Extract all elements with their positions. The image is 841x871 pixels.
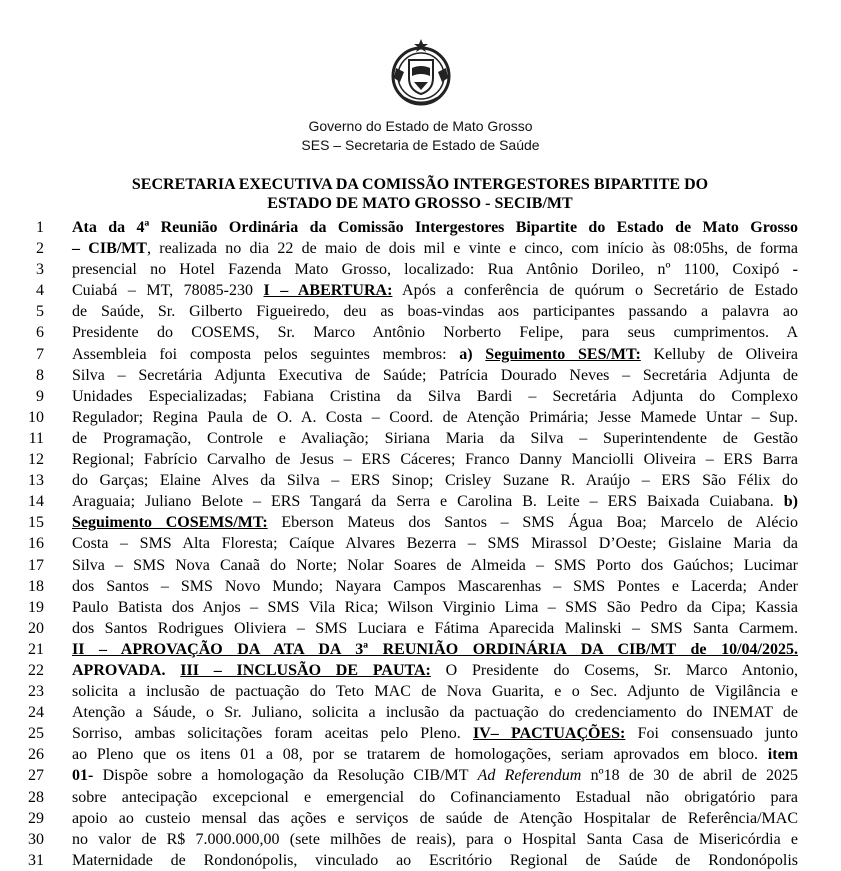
document-line (0, 491, 841, 512)
line-text (72, 681, 798, 702)
document-line (0, 217, 841, 238)
text-run: Silva – Secretária Adjunta Executiva de Saúde; Patrícia Dourado Neves – Secretária Adjunta de (72, 366, 798, 384)
text-run: Foi consensuado junto (625, 725, 798, 743)
text-run: de Programação, Controle e Avaliação; Siriana Maria da Silva – Superintendente de Gestão (72, 429, 798, 447)
line-number: 15 (28, 514, 44, 532)
line-number: 1 (36, 219, 44, 236)
line-text (72, 765, 798, 786)
line-text (72, 702, 798, 723)
document-line (0, 449, 841, 470)
document-line (0, 576, 841, 597)
text-run: apoio ao custeio mensal das ações e serviços de saúde de Atenção Hospitalar de Referência/MAC (72, 809, 798, 827)
line-number: 29 (28, 809, 44, 827)
text-run: Regional; Fabrício Carvalho de Jesus – ERS Cáceres; Franco Danny Manciolli Oliveira – ERS Barra (72, 451, 798, 469)
line-number: 30 (28, 830, 44, 848)
text-run: II – APROVAÇÃO DA ATA DA 3ª REUNIÃO ORDINÁRIA DA CIB/MT de 10/04/2025. (72, 640, 798, 658)
document-line (0, 660, 841, 681)
document-title-line-2: ESTADO DE MATO GROSSO - SECIB/MT (267, 195, 573, 212)
line-number: 16 (28, 535, 44, 553)
text-run: O Presidente do Cosems, Sr. Marco Antonio, (430, 661, 798, 679)
text-run: Ad Referendum (477, 767, 582, 785)
text-run: , realizada no dia 22 de maio de dois mil e vinte e cinco, com início às 08:05hs, de forma (146, 240, 799, 258)
document-line (0, 470, 841, 491)
line-text (72, 217, 798, 238)
line-text (72, 639, 798, 660)
line-text (72, 238, 798, 259)
line-number: 10 (28, 408, 44, 426)
line-text (72, 365, 798, 386)
text-run: Assembleia foi composta pelos seguintes membros: (72, 345, 460, 363)
line-text (72, 744, 798, 765)
line-number: 21 (28, 640, 44, 658)
document-line (0, 787, 841, 808)
line-number: 26 (28, 746, 44, 764)
line-number: 24 (28, 704, 44, 722)
line-text (72, 322, 798, 343)
line-number: 18 (28, 577, 44, 595)
line-text (72, 597, 798, 618)
document-line (0, 681, 841, 702)
line-number: 12 (28, 451, 44, 469)
line-number: 22 (28, 661, 44, 679)
text-run: do Garças; Elaine Alves da Silva – ERS Sinop; Crisley Suzane R. Araújo – ERS São Félix do (72, 472, 798, 490)
line-number: 19 (28, 598, 44, 616)
text-run: Atenção a Sáude, o Sr. Juliano, solicita a inclusão da pactuação do credenciamento do INEMAT de (72, 704, 798, 722)
document-line (0, 322, 841, 343)
text-run: 01- (72, 767, 94, 785)
government-name: Governo do Estado de Mato Grosso (308, 118, 533, 134)
line-text (72, 280, 798, 301)
document-line (0, 512, 841, 533)
line-number: 8 (36, 366, 44, 384)
text-run: no valor de R$ 7.000.000,00 (sete milhões de reais), para o Hospital Santa Casa de Misericórdia e (72, 830, 798, 848)
line-text (72, 407, 798, 428)
document-line (0, 344, 841, 365)
document-line (0, 618, 841, 639)
line-text (72, 576, 798, 597)
line-number: 25 (28, 725, 44, 743)
line-number: 31 (28, 851, 44, 869)
text-run: item (767, 746, 798, 764)
text-run: III – INCLUSÃO DE PAUTA: (180, 661, 431, 679)
text-run: Presidente do COSEMS, Sr. Marco Antônio Norberto Felipe, para seus cumprimentos. A (72, 324, 798, 342)
line-text (72, 850, 798, 871)
document-line (0, 744, 841, 765)
line-text (72, 787, 798, 808)
text-run: Dispõe sobre a homologação da Resolução CIB/MT (93, 767, 478, 785)
text-run: Após a conferência de quórum o Secretário de Estado (392, 282, 798, 300)
line-text (72, 660, 798, 681)
document-line (0, 808, 841, 829)
line-number: 13 (28, 472, 44, 490)
line-number: 27 (28, 767, 44, 785)
line-text (72, 259, 798, 280)
line-number: 20 (28, 619, 44, 637)
text-run: dos Santos – SMS Novo Mundo; Nayara Campos Mascarenhas – SMS Pontes e Lacerda; Ander (72, 577, 798, 595)
document-line (0, 723, 841, 744)
document-line (0, 702, 841, 723)
line-text (72, 555, 798, 576)
document-line (0, 407, 841, 428)
text-run: Silva – SMS Nova Canaã do Norte; Nolar Soares de Almeida – SMS Porto dos Gaúchos; Lucimar (72, 556, 798, 574)
document-line (0, 280, 841, 301)
text-run: Seguimento COSEMS/MT: (72, 514, 268, 532)
document-line (0, 765, 841, 786)
document-line (0, 850, 841, 871)
line-number: 7 (36, 345, 44, 363)
document-line (0, 428, 841, 449)
document-line (0, 533, 841, 554)
line-text (72, 618, 798, 639)
document-line (0, 301, 841, 322)
line-text (72, 449, 798, 470)
line-number: 3 (36, 261, 44, 279)
text-run: Costa – SMS Alta Floresta; Caíque Alvares Bezerra – SMS Mirassol D’Oeste; Gislaine Maria da (72, 535, 798, 553)
secretariat-name: SES – Secretaria de Estado de Saúde (301, 137, 540, 153)
text-run: b) (783, 493, 798, 511)
text-run: sobre antecipação excepcional e emergencial do Cofinanciamento Estadual não obrigatório para (72, 788, 798, 806)
line-number: 6 (36, 324, 44, 342)
state-coat-of-arms-icon (390, 38, 452, 108)
line-text (72, 301, 798, 322)
document-line (0, 365, 841, 386)
text-run: solicita a inclusão de pactuação do Teto MAC de Nova Guarita, e o Sec. Adjunto de Vigilância e (72, 683, 798, 701)
text-run: APROVADA. (72, 661, 181, 679)
line-number: 14 (28, 493, 44, 511)
line-text (72, 512, 798, 533)
document-title-line-1: SECRETARIA EXECUTIVA DA COMISSÃO INTERGESTORES BIPARTITE DO (131, 176, 709, 193)
line-number: 23 (28, 683, 44, 701)
text-run: IV– PACTUAÇÕES: (472, 725, 626, 743)
line-text (72, 491, 798, 512)
document-line (0, 639, 841, 660)
text-run: Seguimento SES/MT: (485, 345, 641, 363)
line-text (72, 723, 798, 744)
text-run: nº18 de 30 de abril de 2025 (581, 767, 799, 785)
text-run: a) (459, 345, 486, 363)
line-number: 11 (28, 429, 44, 447)
text-run: Eberson Mateus dos Santos – SMS Água Boa; Marcelo de Alécio (267, 514, 799, 532)
text-run: Unidades Especializadas; Fabiana Cristina da Silva Bardi – Secretária Adjunta do Complexo (72, 387, 798, 405)
line-number: 9 (36, 387, 44, 405)
document-line (0, 259, 841, 280)
line-text (72, 386, 798, 407)
document-line (0, 555, 841, 576)
line-text (72, 533, 798, 554)
line-text (72, 344, 798, 365)
text-run: Sorriso, ambas solicitações foram aceitas pelo Pleno. (72, 725, 473, 743)
text-run: de Saúde, Sr. Gilberto Figueiredo, deu as boas-vindas aos participantes passando a palavra ao (72, 303, 798, 321)
line-text (72, 829, 798, 850)
line-number: 4 (36, 282, 44, 300)
text-run: Maternidade de Rondonópolis, vinculado ao Escritório Regional de Saúde de Rondonópolis (72, 851, 798, 869)
line-number: 28 (28, 788, 44, 806)
line-text (72, 428, 798, 449)
document-line (0, 386, 841, 407)
text-run: Regulador; Regina Paula de O. A. Costa – Coord. de Atenção Primária; Jesse Mamede Untar – Sup. (72, 408, 798, 426)
text-run: - (792, 261, 798, 279)
text-run: Paulo Batista dos Anjos – SMS Vila Rica; Wilson Virginio Lima – SMS São Pedro da Cipa; Kassia (72, 598, 798, 616)
text-run: dos Santos Rodrigues Oliviera – SMS Luciara e Fátima Aparecida Malinski – SMS Santa Carmem. (72, 619, 798, 637)
text-run: Cuiabá – MT, 78085-230 (72, 282, 264, 300)
text-run: I – ABERTURA: (263, 282, 393, 300)
minutes-body (0, 217, 841, 871)
document-line (0, 829, 841, 850)
line-text (72, 808, 798, 829)
text-run: – CIB/MT (72, 240, 147, 258)
text-run: Araguaia; Juliano Belote – ERS Tangará da Serra e Carolina B. Leite – ERS Baixada Cuiabana. (72, 493, 784, 511)
text-run: Kelluby de Oliveira (640, 345, 798, 363)
text-run: presencial no Hotel Fazenda Mato Grosso, localizado: Rua Antônio Dorileo, nº 1100, Coxipó (72, 261, 793, 279)
text-run: ao Pleno que os itens 01 a 08, por se tratarem de homologações, seriam aprovados em bloco. (72, 746, 768, 764)
document-line (0, 238, 841, 259)
document-line (0, 597, 841, 618)
line-number: 2 (36, 240, 44, 258)
text-run: Ata da 4ª Reunião Ordinária da Comissão Intergestores Bipartite do Estado de Mato Grosso (72, 219, 798, 236)
line-text (72, 470, 798, 491)
line-number: 17 (28, 556, 44, 574)
line-number: 5 (36, 303, 44, 321)
